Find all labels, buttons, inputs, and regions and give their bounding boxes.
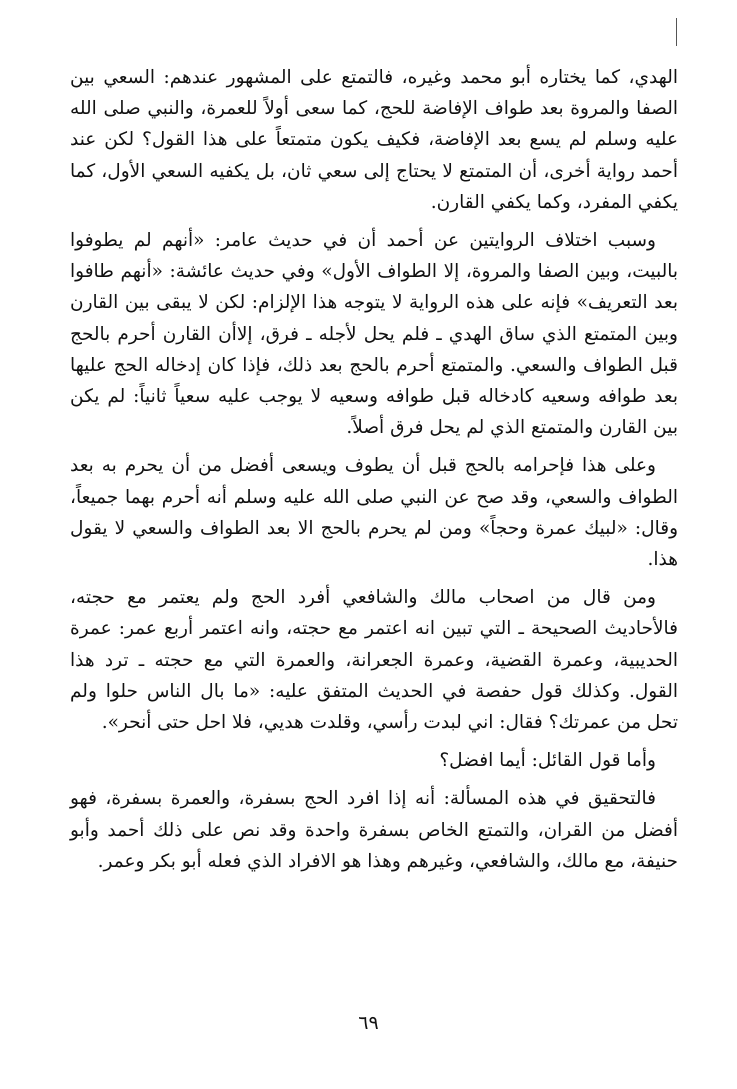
paragraph-5: وأما قول القائل: أيما افضل؟ — [439, 750, 656, 772]
page-edge-mark — [676, 18, 677, 46]
page-number: ٦٩ — [358, 1012, 379, 1034]
paragraph-4: ومن قال من اصحاب مالك والشافعي أفرد الحج ولم يعتمر مع حجته، فالأحاديث الصحيحة ـ التي تبين انه اعتمر مع حجته، وانه اعتمر أربع عمر: عمرة الحديبية، وعمرة القضية، وعمرة الجعرانة، والعمرة التي مع حجته ـ ترد هذا القول. وكذلك قول حفصة في الحديث المتفق عليه: «ما بال الناس حلوا ولم تحل من عمرتك؟ فقال: اني لبدت رأسي، وقلدت هديي، فلا احل حتى أنحر». — [70, 587, 678, 734]
body-text — [70, 62, 678, 884]
paragraph-1: الهدي، كما يختاره أبو محمد وغيره، فالتمتع على المشهور عندهم: السعي بين الصفا والمروة بعد طواف الإفاضة للحج، كما سعى أولاً للعمرة، والنبي صلى الله عليه وسلم لم يسع بعد الإفاضة، فكيف يكون متمتعاً على هذا القول؟ لكن عند أحمد رواية أخرى، أن المتمتع لا يحتاج إلى سعي ثان، بل يكفيه السعي الأول، كما يكفي المفرد، وكما يكفي القارن. — [70, 67, 678, 213]
paragraph-6: فالتحقيق في هذه المسألة: أنه إذا افرد الحج بسفرة، والعمرة بسفرة، فهو أفضل من القران، والتمتع الخاص بسفرة واحدة وقد نص على ذلك أحمد وأبو حنيفة، مع مالك، والشافعي، وغيرهم وهذا هو الافراد الذي فعله أبو بكر وعمر. — [70, 788, 678, 872]
paragraph-2: وسبب اختلاف الروايتين عن أحمد أن في حديث عامر: «أنهم لم يطوفوا بالبيت، وبين الصفا والمروة، إلا الطواف الأول» وفي حديث عائشة: «أنهم طافوا بعد التعريف» فإنه على هذه الرواية لا يتوجه هذا الإلزام: لكن لا يبقى بين القارن وبين المتمتع الذي ساق الهدي ـ فلم يحل لأجله ـ فرق، إلاأن القارن أحرم بالحج قبل الطواف والسعي. والمتمتع أحرم بالحج بعد ذلك، فإذا كان إدخاله الحج عليها بعد طوافه وسعيه كادخاله قبل طوافه وسعيه لا يوجب عليه سعياً ثانياً: لم يكن بين القارن والمتمتع الذي لم يحل فرق أصلاً. — [70, 230, 678, 439]
paragraph-3: وعلى هذا فإحرامه بالحج قبل أن يطوف ويسعى أفضل من أن يحرم به بعد الطواف والسعي، وقد صح عن النبي صلى الله عليه وسلم أنه أحرم بهما جميعاً، وقال: «لبيك عمرة وحجاً» ومن لم يحرم بالحج الا بعد الطواف والسعي لا يقول هذا. — [70, 455, 679, 571]
